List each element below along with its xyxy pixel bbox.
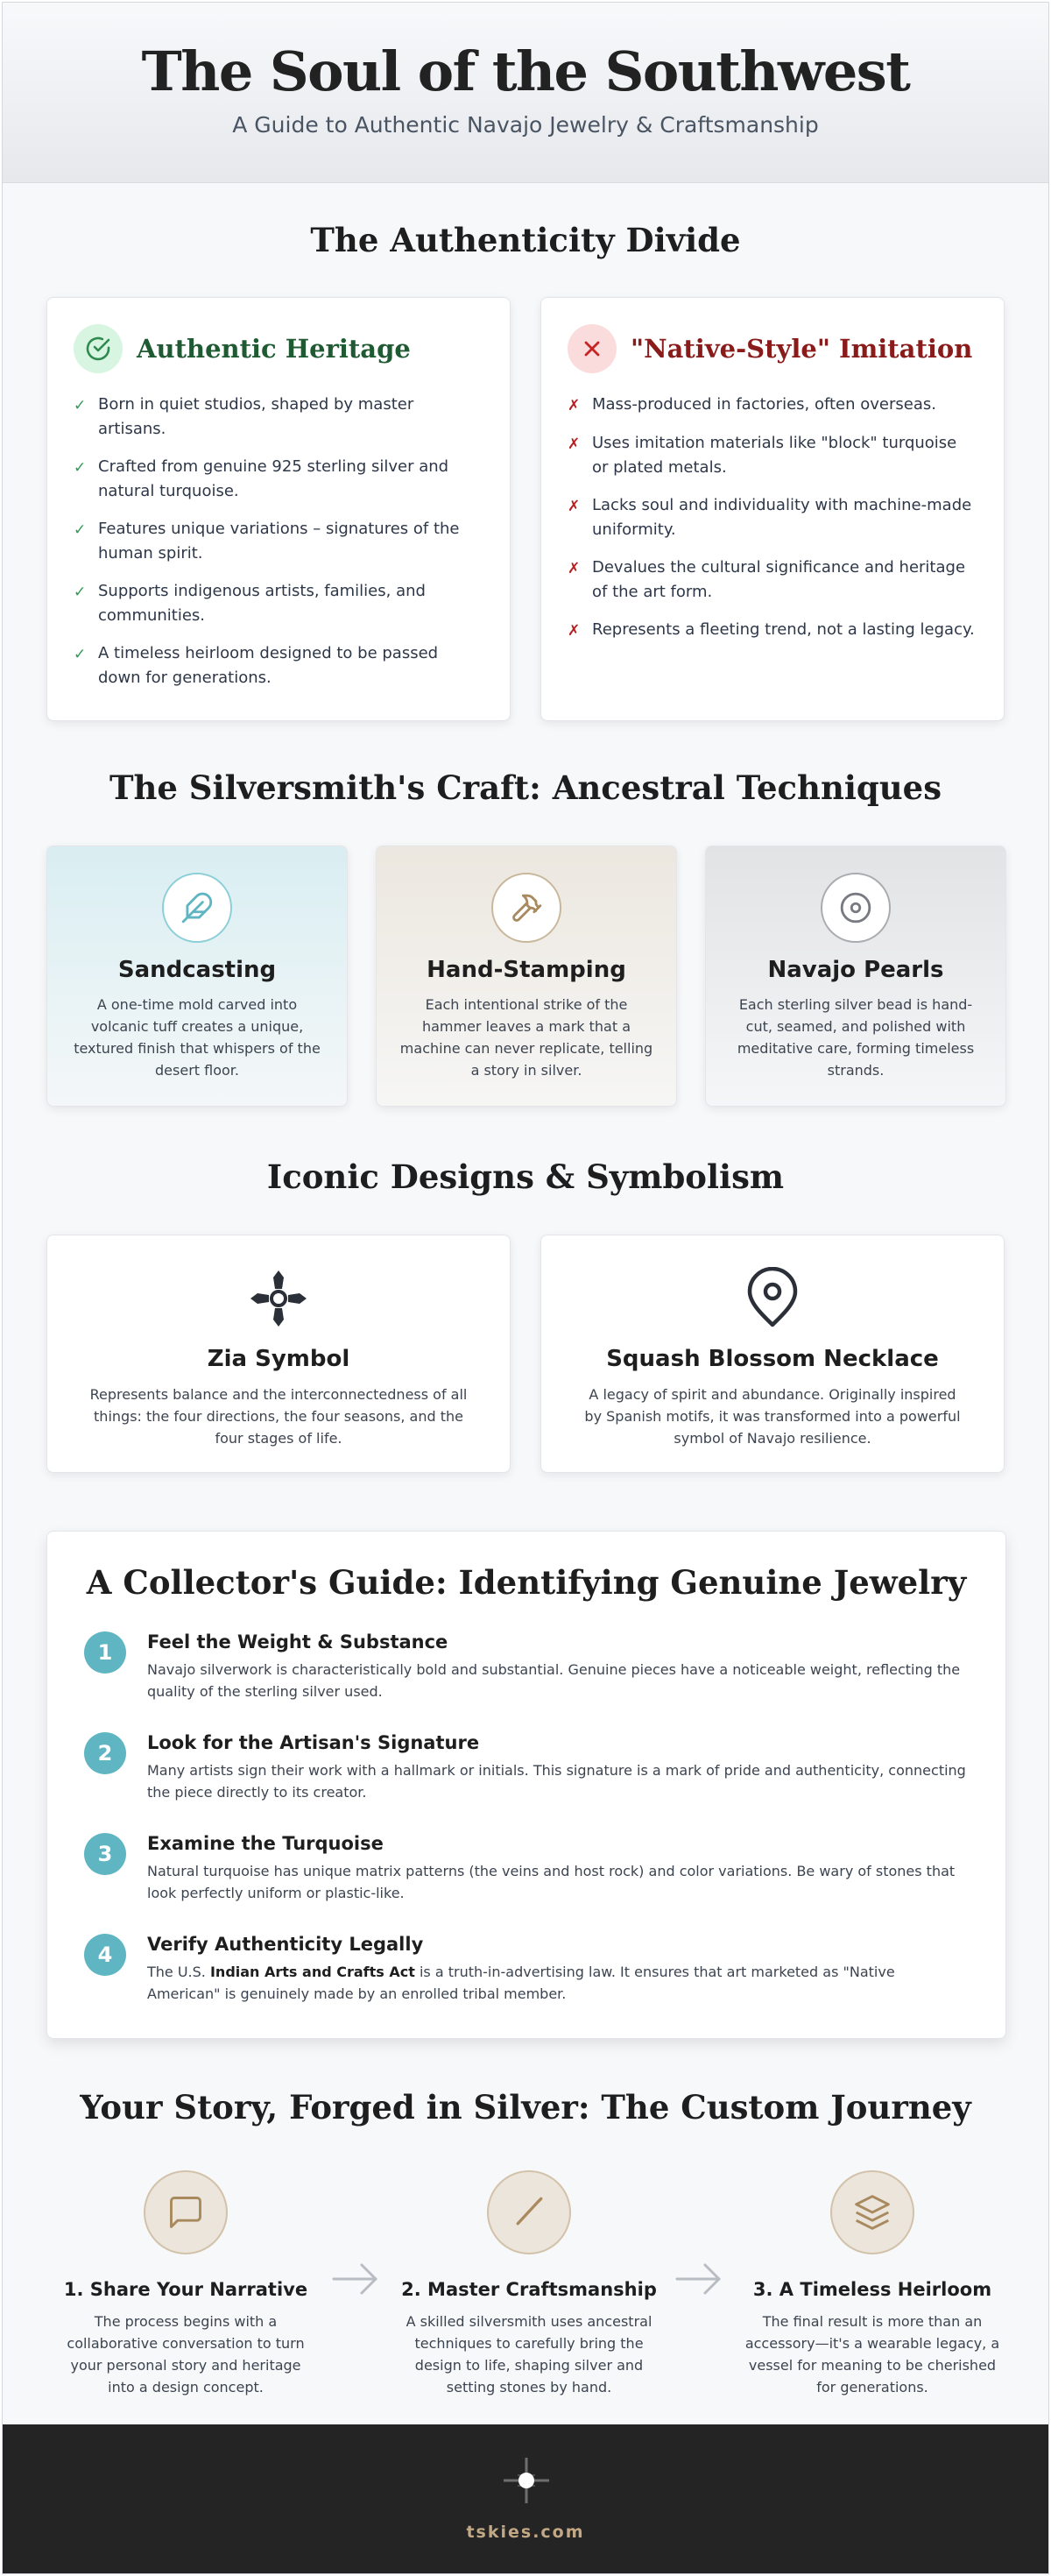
imitation-card: [540, 297, 1005, 721]
footer: [3, 2424, 1048, 2574]
authentic-list: [74, 393, 483, 690]
disc-icon: [821, 873, 891, 943]
craft-description: A one-time mold carved into volcanic tuff creates a unique, textured finish that whispers of the desert floor.: [74, 996, 321, 1079]
feather-icon: [162, 873, 232, 943]
authentic-heritage-title: Authentic Heritage: [137, 334, 411, 364]
checkmark-icon: ✓: [74, 521, 87, 539]
step-text: The U.S. Indian Arts and Crafts Act is a truth-in-advertising law. It ensures that art marketed as "Native American" is genuinely made by an enrolled tribal member.: [147, 1964, 895, 2002]
journey-step-text: The process begins with a collaborative conversation to turn your personal story and heritage into a design concept.: [67, 2313, 305, 2396]
step-text: Many artists sign their work with a hallmark or initials. This signature is a mark of pride and authenticity, connecting the piece directly to its creator.: [147, 1762, 966, 1801]
list-item: ✓ Supports indigenous artists, families, and communities.: [74, 579, 483, 628]
craft-description: Each sterling silver bead is hand-cut, seamed, and polished with meditative care, forming timeless strands.: [737, 996, 975, 1079]
symbol-card-squash-blossom: [540, 1235, 1005, 1473]
imitation-list: [568, 393, 977, 643]
law-name: Indian Arts and Crafts Act: [209, 1964, 415, 1980]
footer-site-link[interactable]: tskies.com: [466, 2523, 585, 2542]
journey-step: [744, 2170, 1001, 2398]
list-item: ✓ Features unique variations – signatures of the human spirit.: [74, 517, 483, 566]
header: [3, 3, 1048, 183]
pen-tool-icon: [487, 2170, 571, 2254]
symbol-title: Squash Blossom Necklace: [606, 1346, 939, 1372]
step-text: Natural turquoise has unique matrix patterns (the veins and host rock) and color variations. Be wary of stones that look perfectly uniform or plastic-like.: [147, 1863, 956, 1901]
guide-step: [84, 1732, 969, 1803]
authentic-heritage-card: [46, 297, 511, 721]
layers-icon: [830, 2170, 914, 2254]
check-circle-icon: [74, 324, 123, 373]
journey-step: [57, 2170, 314, 2398]
symbols-section-title: Iconic Designs & Symbolism: [266, 1157, 785, 1196]
journey-step-text: A skilled silversmith uses ancestral techniques to carefully bring the design to life, shaping silver and setting stones by hand.: [406, 2313, 652, 2396]
list-item: ✗ Mass-produced in factories, often overseas.: [568, 393, 977, 418]
compass-star-icon: [498, 2452, 554, 2512]
imitation-title: "Native-Style" Imitation: [631, 334, 973, 364]
journey-section-title: Your Story, Forged in Silver: The Custom Journey: [80, 2088, 971, 2127]
squash-blossom-icon: [580, 1263, 965, 1334]
arrow-right-icon: [330, 2261, 381, 2300]
cross-mark-icon: ✗: [568, 397, 581, 414]
cross-mark-icon: ✗: [568, 435, 581, 453]
list-item: ✓ Born in quiet studios, shaped by master artisans.: [74, 393, 483, 442]
checkmark-icon: ✓: [74, 584, 87, 601]
guide-step: [84, 1934, 969, 2005]
craft-card-hand-stamping: [376, 846, 677, 1107]
list-item: ✗ Devalues the cultural significance and heritage of the art form.: [568, 556, 977, 605]
journey-step-title: 1. Share Your Narrative: [63, 2279, 308, 2300]
symbol-card-zia: [46, 1235, 511, 1473]
cross-mark-icon: ✗: [568, 622, 581, 640]
journey-step-text: The final result is more than an accessory—it's a wearable legacy, a vessel for meaning to be cherished for generations.: [744, 2313, 1000, 2396]
x-icon: [568, 324, 617, 373]
guide-step: [84, 1833, 969, 1904]
collector-guide-title: A Collector's Guide: Identifying Genuine Jewelry: [86, 1563, 967, 1602]
chat-bubble-icon: [144, 2170, 228, 2254]
checkmark-icon: ✓: [74, 397, 87, 414]
list-item: ✓ Crafted from genuine 925 sterling silver and natural turquoise.: [74, 455, 483, 504]
step-title: Examine the Turquoise: [147, 1833, 384, 1854]
step-text: Navajo silverwork is characteristically bold and substantial. Genuine pieces have a noticeable weight, reflecting the quality of the sterling silver used.: [147, 1661, 961, 1700]
craft-title: Sandcasting: [117, 957, 277, 983]
craft-section-title: The Silversmith's Craft: Ancestral Techniques: [109, 768, 942, 807]
step-title: Feel the Weight & Substance: [147, 1631, 448, 1652]
step-number-badge: 3: [84, 1833, 126, 1875]
checkmark-icon: ✓: [74, 459, 87, 477]
list-item: ✓ A timeless heirloom designed to be passed down for generations.: [74, 641, 483, 690]
checkmark-icon: ✓: [74, 646, 87, 663]
symbol-description: A legacy of spirit and abundance. Originally inspired by Spanish motifs, it was transformed into a powerful symbol of Navajo resilience.: [584, 1386, 961, 1447]
list-item: ✗ Uses imitation materials like "block" turquoise or plated metals.: [568, 431, 977, 480]
craft-card-navajo-pearls: [705, 846, 1006, 1107]
page: [2, 2, 1049, 2574]
step-number-badge: 1: [84, 1631, 126, 1674]
step-title: Verify Authenticity Legally: [147, 1934, 424, 1955]
symbol-title: Zia Symbol: [207, 1346, 350, 1372]
step-title: Look for the Artisan's Signature: [147, 1732, 480, 1753]
page-subtitle: A Guide to Authentic Navajo Jewelry & Craftsmanship: [232, 112, 819, 138]
craft-title: Navajo Pearls: [767, 957, 944, 983]
authenticity-title: The Authenticity Divide: [310, 221, 741, 259]
cross-mark-icon: ✗: [568, 560, 581, 577]
craft-card-sandcasting: [46, 846, 348, 1107]
zia-sun-icon: [86, 1263, 471, 1334]
craft-description: Each intentional strike of the hammer leaves a mark that a machine can never replicate, telling a story in silver.: [399, 996, 653, 1079]
journey-step-title: 3. A Timeless Heirloom: [752, 2279, 992, 2300]
guide-step: [84, 1631, 969, 1702]
step-number-badge: 2: [84, 1732, 126, 1774]
list-item: ✗ Represents a fleeting trend, not a lasting legacy.: [568, 618, 977, 643]
journey-step-title: 2. Master Craftsmanship: [401, 2279, 657, 2300]
collector-guide-card: [46, 1531, 1006, 2039]
symbol-description: Represents balance and the interconnectedness of all things: the four directions, the four seasons, and the four stages of life.: [89, 1386, 468, 1447]
page-title: The Soul of the Southwest: [141, 39, 910, 103]
craft-title: Hand-Stamping: [427, 957, 626, 983]
list-item: ✗ Lacks soul and individuality with machine-made uniformity.: [568, 493, 977, 542]
journey-step: [400, 2170, 658, 2398]
arrow-right-icon: [674, 2261, 724, 2300]
cross-mark-icon: ✗: [568, 498, 581, 515]
hammer-icon: [491, 873, 561, 943]
step-number-badge: 4: [84, 1934, 126, 1976]
